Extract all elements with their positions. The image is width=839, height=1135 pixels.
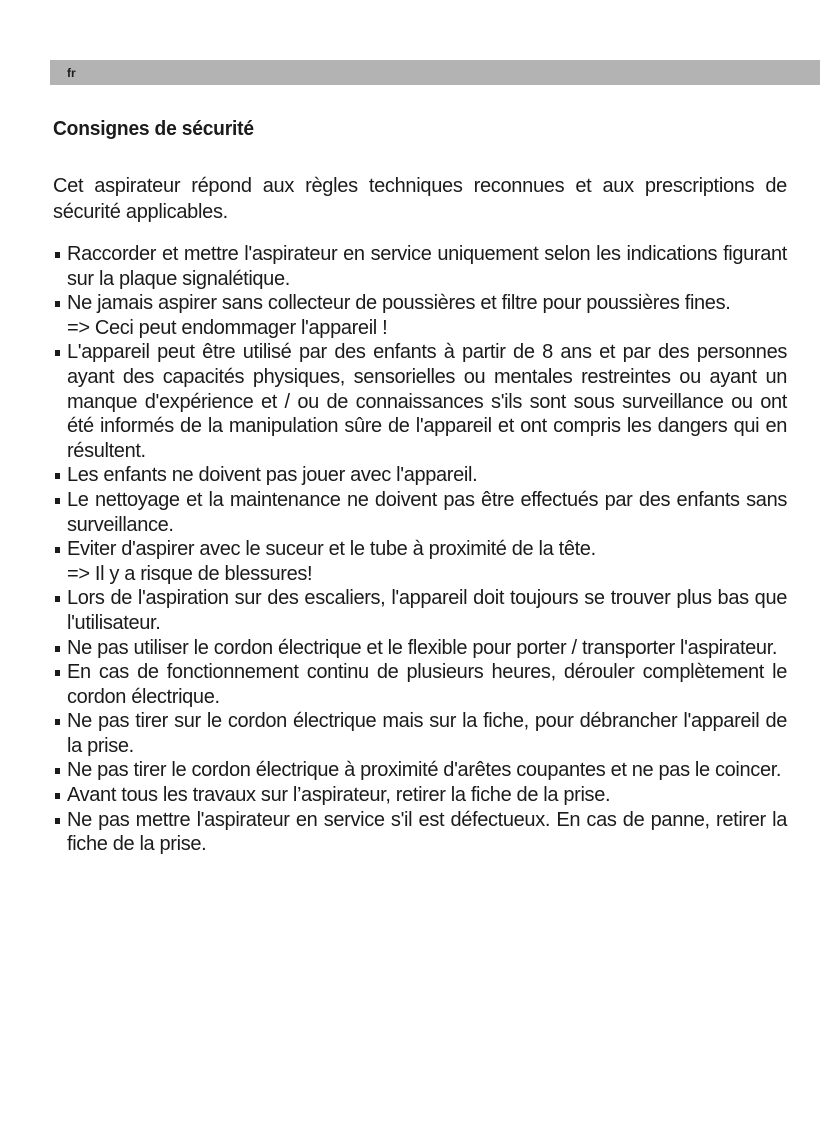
list-item-text: Ne pas utiliser le cordon électrique et le flexible pour porter / transporter l'aspirateur. <box>67 636 778 659</box>
list-item-text: Avant tous les travaux sur l’aspirateur, retirer la fiche de la prise. <box>67 784 611 807</box>
square-bullet-icon <box>55 596 60 602</box>
list-item-text: Le nettoyage et la maintenance ne doivent pas être effectués par des enfants sans surveillance. <box>67 488 787 536</box>
list-item <box>53 340 787 463</box>
list-item <box>53 660 787 709</box>
section-title: Consignes de sécurité <box>53 118 254 140</box>
list-item-text: Eviter d'aspirer avec le suceur et le tube à proximité de la tête. <box>67 538 596 561</box>
list-item <box>53 783 787 808</box>
list-item <box>53 636 787 661</box>
list-item-text: L'appareil peut être utilisé par des enfants à partir de 8 ans et par des personnes ayant des capacités physiques, sensorielles ou mentales restreintes ou ayant un manque d'expérience et / ou de connaissances s'ils sont sous surveillance ou ont été informés de la manipulation sûre de l'appareil et ont compris les dangers qui en résultent. <box>67 341 787 462</box>
square-bullet-icon <box>55 301 60 307</box>
list-item-note: => Il y a risque de blessures! <box>67 562 313 585</box>
square-bullet-icon <box>55 818 60 824</box>
square-bullet-icon <box>55 350 60 356</box>
list-item <box>53 758 787 783</box>
safety-instructions-list <box>53 242 787 857</box>
square-bullet-icon <box>55 646 60 652</box>
list-item <box>53 242 787 291</box>
list-item-text: Ne pas tirer le cordon électrique à proximité d'arêtes coupantes et ne pas le coincer. <box>67 759 782 782</box>
list-item-text: Ne jamais aspirer sans collecteur de poussières et filtre pour poussières fines. <box>67 292 731 315</box>
list-item-text: Raccorder et mettre l'aspirateur en service uniquement selon les indications figurant sur la plaque signalétique. <box>67 243 787 290</box>
language-code: fr <box>67 65 76 80</box>
list-item <box>53 586 787 635</box>
list-item <box>53 488 787 537</box>
list-item-text: Les enfants ne doivent pas jouer avec l'appareil. <box>67 464 478 487</box>
square-bullet-icon <box>55 768 60 774</box>
language-header-bar <box>50 60 820 85</box>
list-item-text: Ne pas mettre l'aspirateur en service s'il est défectueux. En cas de panne, retirer la fiche de la prise. <box>67 808 787 856</box>
list-item <box>53 709 787 758</box>
list-item-text: En cas de fonctionnement continu de plusieurs heures, dérouler complètement le cordon électrique. <box>67 661 787 708</box>
square-bullet-icon <box>55 473 60 479</box>
square-bullet-icon <box>55 793 60 799</box>
square-bullet-icon <box>55 252 60 258</box>
list-item <box>53 463 787 488</box>
intro-paragraph: Cet aspirateur répond aux règles techniques reconnues et aux prescriptions de sécurité applicables. <box>53 175 787 223</box>
safety-section <box>53 118 787 857</box>
list-item <box>53 537 787 586</box>
square-bullet-icon <box>55 498 60 504</box>
square-bullet-icon <box>55 670 60 676</box>
list-item-text: Ne pas tirer sur le cordon électrique mais sur la fiche, pour débrancher l'appareil de la prise. <box>67 710 787 757</box>
list-item-text: Lors de l'aspiration sur des escaliers, l'appareil doit toujours se trouver plus bas que l'utilisateur. <box>67 587 787 634</box>
list-item <box>53 291 787 340</box>
list-item <box>53 808 787 857</box>
list-item-note: => Ceci peut endommager l'appareil ! <box>67 316 388 339</box>
square-bullet-icon <box>55 547 60 553</box>
square-bullet-icon <box>55 719 60 725</box>
